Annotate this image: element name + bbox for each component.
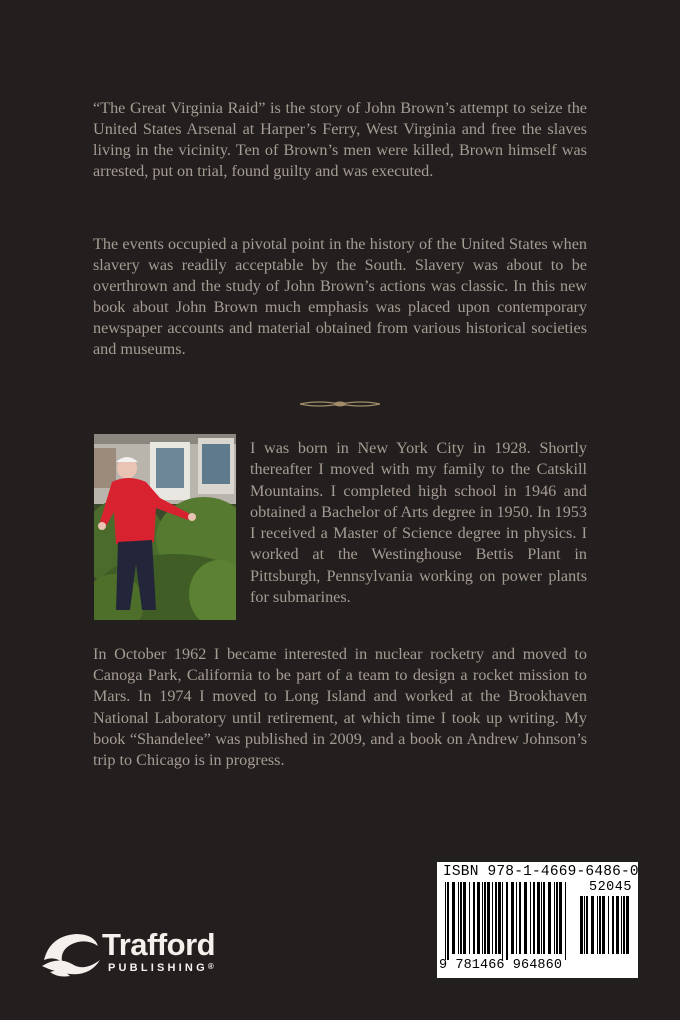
barcode-bar <box>484 882 486 954</box>
divider-ornament-icon <box>298 398 382 410</box>
barcode-bar <box>495 882 497 954</box>
author-photo <box>94 434 236 620</box>
barcode-bar <box>565 882 566 960</box>
barcode-bar <box>524 882 527 954</box>
barcode-bar <box>473 882 475 954</box>
barcode-bar <box>621 896 622 954</box>
barcode-bar <box>612 896 614 954</box>
isbn-label: ISBN 978-1-4669-6486-0 <box>443 864 639 880</box>
barcode-digits: 9 781466 964860 <box>439 958 563 973</box>
barcode-bar <box>584 896 585 954</box>
author-bio-paragraph-2: In October 1962 I became interested in nuclear rocketry and moved to Canoga Park, California to be part of a team to design a rocket mission to Mars. In 1974 I moved to Long Island and worked at the Brookhaven National Laboratory until retirement, at which time I took up writing. My book “Shandelee” was published in 2009, and a book on Andrew Johnson’s trip to Chicago is in progress. <box>93 645 587 770</box>
author-bio-paragraph-1: I was born in New York City in 1928. Shortly thereafter I moved with my family to the Catskill Mountains. I completed high school in 1946 and obtained a Bachelor of Arts degree in 1950. In 1953 I received a Master of Science degree in physics. I worked at the Westinghouse Bettis Plant in Pittsburgh, Pennsylvania working on power plants for submarines. <box>250 439 587 607</box>
barcode-bar <box>537 882 540 954</box>
publisher-logo <box>40 926 270 982</box>
barcode-bar <box>591 896 594 954</box>
barcode-bar <box>463 882 466 954</box>
barcode-bar <box>597 896 598 954</box>
barcode-bar <box>460 882 462 954</box>
barcode-bar <box>543 882 545 954</box>
barcode-bar <box>477 882 480 954</box>
isbn-barcode <box>437 862 638 978</box>
blurb-paragraph-1: “The Great Virginia Raid” is the story of John Brown’s attempt to seize the United States Arsenal at Harper’s Ferry, West Virginia and free the slaves living in the vicinity. Ten of Brown’s men were killed, Brown himself was arrested, put on trial, found guilty and was executed. <box>93 99 587 180</box>
barcode-bar <box>447 882 449 960</box>
barcode-bar <box>487 882 490 954</box>
barcode-bar <box>602 896 605 954</box>
barcode-bar <box>599 896 601 954</box>
barcode-bar <box>498 882 501 954</box>
barcode-bar <box>482 882 483 954</box>
barcode-bar <box>458 882 459 954</box>
barcode-bar <box>533 882 535 954</box>
barcode-bar <box>452 882 455 954</box>
publisher-name: Trafford <box>102 927 216 962</box>
barcode-bars <box>443 882 571 960</box>
barcode-bar <box>519 882 521 954</box>
barcode-bar <box>556 882 558 954</box>
barcode-bar <box>516 882 517 954</box>
barcode-bar <box>492 882 493 954</box>
barcode-bar <box>469 882 470 954</box>
price-code: 52045 <box>588 880 632 895</box>
barcode-bar <box>506 882 508 960</box>
wave-swoosh-icon <box>40 926 102 978</box>
registered-mark: ® <box>207 962 214 971</box>
barcode-bar <box>502 882 503 960</box>
barcode-bar <box>580 896 583 954</box>
barcode-bar <box>616 896 619 954</box>
barcode-bar <box>548 882 551 954</box>
barcode-bar <box>608 896 609 954</box>
publisher-subtitle: PUBLISHING® <box>108 962 214 974</box>
barcode-bar <box>445 882 446 960</box>
barcode-bar <box>554 882 555 954</box>
barcode-bar <box>559 882 562 954</box>
blurb-paragraph-2: The events occupied a pivotal point in the history of the United States when slavery was readily acceptable by the South. Slavery was about to be overthrown and the study of John Brown’s actions was classic. In this new book about John Brown much emphasis was placed upon contemporary newspaper accounts and material obtained from various historical societies and museums. <box>93 235 587 358</box>
barcode-bar <box>586 896 588 954</box>
barcode-bar <box>541 882 542 954</box>
barcode-addon-bars <box>578 896 632 960</box>
barcode-bar <box>511 882 514 954</box>
barcode-bar <box>626 896 629 954</box>
barcode-bar <box>530 882 531 954</box>
barcode-bar <box>623 896 625 954</box>
